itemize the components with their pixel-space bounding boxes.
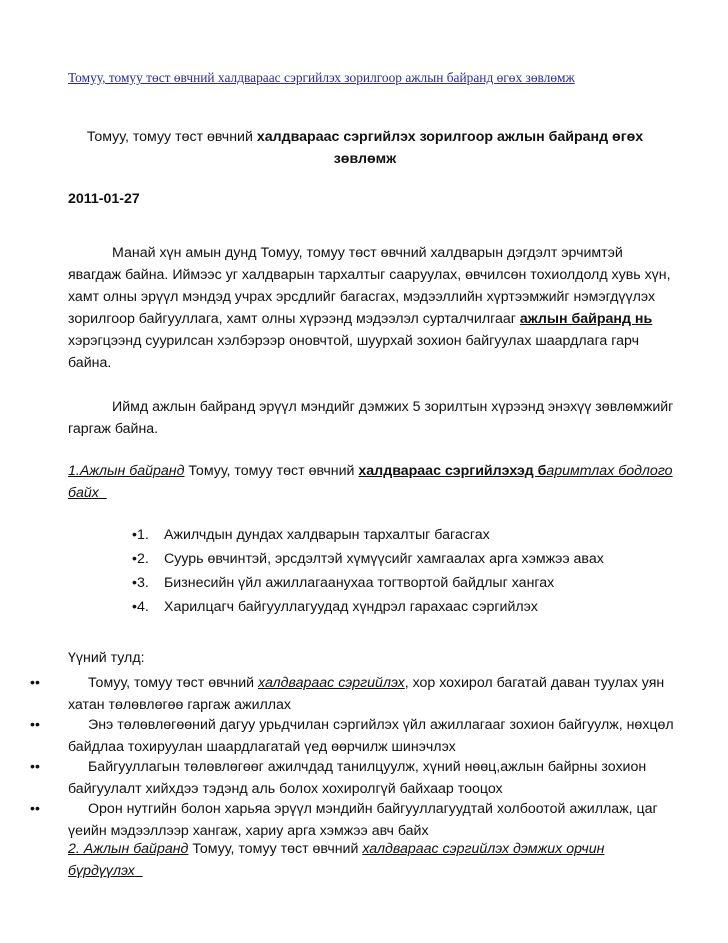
bullet-4-text: Орон нутгийн болон харьяа эрүүл мэндийн байгууллагуудтай холбоотой ажиллаж, цаг үеийн мэдээллээр хангаж, хариу арга хэмжээ авч байх	[68, 801, 658, 839]
intro-text-1: Манай хүн амын дунд Томуу, томуу төст өвчний халдварын дэгдэлт эрчимтэй явагдаж байна. Иймээс уг халдварын тархалтыг саарyулах, өвчилсөн тохиолдолд хувь хүн, хамт олны эрүүл мэндэд учрах эрсдлийг багасгах, мэдээллийн хүртээмжийг нэмэгдүүлэх зорилгоор байгууллага, хамт олны хүрээнд мэдээлэл сурталчилгааг	[68, 245, 671, 327]
section-2-heading	[68, 838, 678, 882]
intro-paragraph-2	[68, 396, 678, 440]
bullet-marker: ••	[30, 675, 40, 691]
section-1-label[interactable]: 1.Ажлын байранд	[68, 463, 185, 479]
bullet-marker: ••	[30, 801, 40, 817]
bullet-2-text: Энэ төлөвлөгөөний дагуу урьдчилан сэргийлэх үйл ажиллагааг зохион байгуулж, нөхцөл байдлаа тохируулан шаардлагатай үед өөрчилж шинэчлэх	[68, 717, 674, 755]
list-item-text: Суурь өвчинтэй, эрсдэлтэй хүмүүсийг хамгаалах арга хэмжээ авах	[164, 551, 604, 567]
intro-text-2: хэрэгцээнд суурилсан хэлбэрээр оновчтой, шуурхай зохион байгуулах шаардлага гарч байна.	[68, 333, 639, 371]
section-1-text: Томуу, томуу төст өвчний	[184, 463, 359, 479]
bullet-item-3	[68, 756, 678, 800]
section-2-label[interactable]: 2. Ажлын байранд	[68, 841, 189, 857]
list-bullet: •1.	[132, 527, 149, 543]
list-bullet: •2.	[132, 551, 149, 567]
section-1-italic[interactable]: аримтлах бодлого байх	[68, 463, 673, 501]
list-item-text: Ажилчдын дундах халдварын тархалтыг багасгах	[164, 527, 490, 543]
list-bullet: •3.	[132, 575, 149, 591]
list-item	[132, 596, 538, 618]
document-title-link[interactable]: Томуу, томуу төст өвчний халдвараас сэргийлэх зорилгоор ажлын байранд өгөх зөвлөмж	[68, 70, 575, 85]
heading-bold: халдвараас сэргийлэх зорилгоор ажлын байранд өгөх зөвлөмж	[256, 129, 644, 167]
bullet-1-link[interactable]: халдвараас сэргийлэх	[258, 675, 405, 691]
intro-link[interactable]: ажлын байранд нь	[519, 311, 653, 327]
bullet-item-2	[68, 714, 678, 758]
bullet-1-text-b: , хор хохирол багатай даван туулах уян хатан төлөвлөгөө гаргаж ажиллах	[68, 675, 665, 713]
bullet-item-1	[68, 672, 678, 716]
section-2-italic[interactable]: халдвараас сэргийлэх дэмжих орчин бүрдүүлэх	[68, 841, 605, 879]
therefore-label: Үүний тулд:	[68, 650, 145, 666]
bullet-marker: ••	[30, 717, 40, 733]
list-item	[132, 524, 490, 546]
heading-normal: Томуу, томуу төст өвчний	[86, 129, 257, 145]
section-2-text: Томуу, томуу төст өвчний	[188, 841, 363, 857]
list-item	[132, 548, 604, 570]
bullet-1-text-a: Томуу, томуу төст өвчний	[88, 675, 259, 691]
section-1-bold[interactable]: халдвараас сэргийлэхэд б	[358, 463, 547, 479]
list-bullet: •4.	[132, 599, 149, 615]
publish-date: 2011-01-27	[68, 191, 140, 207]
list-item	[132, 572, 554, 594]
bullet-marker: ••	[30, 759, 40, 775]
intro-paragraph	[68, 242, 678, 374]
page-heading	[70, 126, 660, 170]
bullet-item-4	[68, 798, 678, 842]
bullet-3-text: Байгууллагын төлөвлөгөөг ажилчдад танилцуулж, хүний нөөц,ажлын байрны зохион байгуулалт хийхдээ тэдэнд аль болох хохиролгүй байхаар тооцох	[68, 759, 647, 797]
list-item-text: Харилцагч байгууллагуудад хүндрэл гарахаас сэргийлэх	[164, 599, 538, 615]
section-1-heading	[68, 460, 678, 504]
list-item-text: Бизнесийн үйл ажиллагаанyхаа тогтвортой байдлыг хангах	[164, 575, 555, 591]
intro-para2-text: Иймд ажлын байранд эрүүл мэндийг дэмжих 5 зорилтын хүрээнд энэхүү зөвлөмжийг гаргаж байна.	[68, 399, 674, 437]
